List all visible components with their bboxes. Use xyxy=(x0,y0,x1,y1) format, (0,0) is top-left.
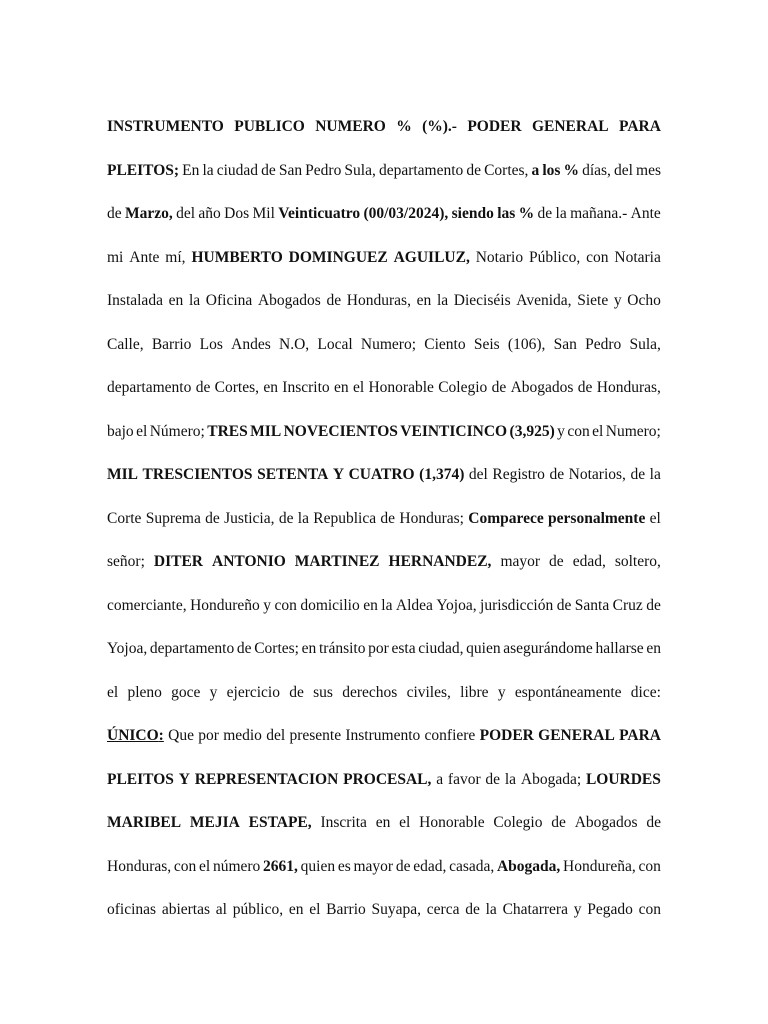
text-word: hallarse xyxy=(595,640,644,657)
text-word: Local xyxy=(317,335,353,353)
document-line xyxy=(107,111,661,155)
text-word: el xyxy=(649,509,661,527)
text-word: en xyxy=(333,379,349,396)
text-word: en xyxy=(646,640,661,657)
text-word: de xyxy=(205,509,220,527)
text-word: Seis xyxy=(473,335,500,353)
document-line xyxy=(107,546,661,590)
text-word: Honduras, xyxy=(107,857,172,875)
text-word: Marzo, xyxy=(125,205,173,222)
text-word: Abogada; xyxy=(520,770,582,788)
text-word: la xyxy=(202,161,214,179)
text-word: % xyxy=(518,205,535,222)
text-word: Yojoa, xyxy=(436,596,477,614)
text-word: Yojoa, xyxy=(107,640,148,657)
text-word: esta xyxy=(391,640,416,657)
text-word: DOMINGUEZ xyxy=(288,248,388,266)
text-word: las xyxy=(497,205,516,222)
text-word: (00/03/2024), xyxy=(363,205,449,222)
document-line xyxy=(107,807,661,851)
text-word: por xyxy=(198,727,219,744)
text-word: en xyxy=(375,814,391,831)
text-word: Número; xyxy=(149,422,205,440)
text-word: Chatarrera xyxy=(502,901,568,918)
text-word: Pegado xyxy=(587,901,633,918)
text-word: Ocho xyxy=(627,292,661,309)
text-word: Ante xyxy=(129,248,160,266)
text-word: 2661, xyxy=(263,857,298,875)
text-word: Pedro xyxy=(305,161,342,179)
text-word: al xyxy=(215,901,227,918)
text-word: civiles, xyxy=(406,683,451,701)
text-word: Oficina xyxy=(205,292,253,309)
text-word: LOURDES xyxy=(585,770,661,788)
text-word: Mil xyxy=(252,205,275,222)
text-word: mayor xyxy=(500,553,541,570)
text-word: del xyxy=(614,161,633,179)
text-word: el xyxy=(352,379,365,396)
text-word: de xyxy=(646,596,661,614)
text-word: la xyxy=(436,292,449,309)
text-word: número xyxy=(212,857,261,875)
text-word: la xyxy=(649,466,661,483)
text-word: de xyxy=(465,901,480,918)
text-word: ciudad xyxy=(216,161,259,179)
text-word: pleno xyxy=(127,683,162,701)
text-word: Cortes, xyxy=(214,379,259,396)
text-word: SETENTA xyxy=(257,466,329,483)
text-word: MARTINEZ xyxy=(294,553,380,570)
text-word: de xyxy=(466,161,482,179)
document-line xyxy=(107,329,661,373)
text-word: del xyxy=(266,727,286,744)
text-word: y xyxy=(209,683,218,701)
text-word: tránsito xyxy=(318,640,366,657)
text-word: es xyxy=(337,857,351,875)
text-word: Honorable xyxy=(368,379,434,396)
document-body xyxy=(107,111,661,938)
text-word: de xyxy=(485,770,501,788)
text-word: edad, xyxy=(413,857,447,875)
text-word: de xyxy=(646,814,661,831)
text-word: Ante xyxy=(630,205,661,222)
text-word: a xyxy=(531,161,540,179)
text-word: presente xyxy=(289,727,342,744)
text-word: de xyxy=(261,161,276,179)
text-word: Inscrita xyxy=(320,814,367,831)
text-word: Honduras, xyxy=(596,379,661,396)
text-word: señor; xyxy=(107,553,145,570)
text-word: la xyxy=(485,901,497,918)
text-word: MEJIA xyxy=(189,814,240,831)
text-word: Abogados xyxy=(510,379,574,396)
text-word: la xyxy=(188,292,201,309)
text-word: AGUILUZ, xyxy=(393,248,470,266)
text-word: ESTAPE, xyxy=(248,814,312,831)
text-word: NUMERO xyxy=(315,118,386,135)
text-word: y xyxy=(557,422,565,440)
text-word: de xyxy=(236,640,252,657)
text-word: cerca xyxy=(426,901,460,918)
text-word: DITER xyxy=(153,553,203,570)
text-word: Notaria xyxy=(614,248,661,266)
text-word: PLEITOS xyxy=(107,770,174,788)
document-line xyxy=(107,764,661,808)
text-word: Hondureña, xyxy=(563,857,636,875)
text-word: Colegio xyxy=(438,379,488,396)
text-word: MARIBEL xyxy=(107,814,182,831)
document-line xyxy=(107,242,661,286)
text-word: de xyxy=(551,814,566,831)
text-word: PODER xyxy=(479,727,534,744)
text-word: con xyxy=(638,901,661,918)
document-line xyxy=(107,590,661,634)
text-word: de xyxy=(195,379,211,396)
text-word: edad, xyxy=(572,553,606,570)
text-word: Registro xyxy=(492,466,545,483)
text-word: de xyxy=(549,466,565,483)
text-word: soltero, xyxy=(614,553,661,570)
text-word: PROCESAL, xyxy=(343,770,432,788)
text-word: bajo xyxy=(107,422,134,440)
text-word: REPRESENTACION xyxy=(194,770,339,788)
text-word: de xyxy=(326,292,342,309)
text-word: Notarios, xyxy=(568,466,626,483)
text-word: oficinas xyxy=(107,901,157,918)
text-word: con xyxy=(173,857,197,875)
text-word: siendo xyxy=(451,205,494,222)
text-word: N.O, xyxy=(279,335,310,353)
text-word: (106), xyxy=(507,335,546,353)
text-word: días, xyxy=(582,161,611,179)
text-word: Corte xyxy=(107,509,142,527)
text-word: GENERAL xyxy=(538,727,615,744)
text-word: de xyxy=(278,509,294,527)
text-word: HUMBERTO xyxy=(191,248,283,266)
text-word: PUBLICO xyxy=(234,118,305,135)
text-word: de xyxy=(491,379,507,396)
text-word: Que xyxy=(168,727,194,744)
text-word: Cortes, xyxy=(484,161,529,179)
text-word: con xyxy=(274,596,297,614)
text-word: en xyxy=(168,292,184,309)
text-word: Veinticuatro xyxy=(278,205,361,222)
text-word: ANTONIO xyxy=(212,553,286,570)
text-word: en xyxy=(263,379,278,396)
text-word: goce xyxy=(171,683,201,701)
text-word: y xyxy=(263,596,272,614)
text-word: Abogados xyxy=(257,292,321,309)
text-word: Colegio xyxy=(493,814,543,831)
text-word: confiere xyxy=(424,727,476,744)
text-word: de xyxy=(380,509,396,527)
text-word: (1,374) xyxy=(419,466,465,483)
text-word: (3,925) xyxy=(509,422,555,440)
document-line xyxy=(107,894,661,938)
text-word: con xyxy=(638,857,661,875)
text-word: en xyxy=(363,596,378,614)
text-word: departamento xyxy=(378,161,464,179)
text-word: el xyxy=(107,683,119,701)
text-word: GENERAL xyxy=(531,118,609,135)
text-word: el xyxy=(399,814,411,831)
document-line xyxy=(107,285,661,329)
text-word: personalmente xyxy=(548,509,646,527)
text-word: Público, xyxy=(528,248,581,266)
text-word: público, xyxy=(232,901,284,918)
text-word: HERNANDEZ, xyxy=(388,553,492,570)
text-word: ciudad, xyxy=(418,640,464,657)
text-word: Inscrito xyxy=(282,379,330,396)
text-word: MIL xyxy=(250,422,282,440)
text-word: mañana.- xyxy=(570,205,628,222)
text-word: mes xyxy=(636,161,661,179)
text-word: y xyxy=(497,683,506,701)
document-line xyxy=(107,851,661,895)
text-word: PLEITOS; xyxy=(107,161,180,179)
text-word: los xyxy=(542,161,561,179)
text-word: Calle, xyxy=(107,335,144,353)
text-word: TRESCIENTOS xyxy=(142,466,253,483)
text-word: mí, xyxy=(165,248,186,266)
text-word: Honduras; xyxy=(399,509,464,527)
text-word: en xyxy=(301,640,317,657)
text-word: Numero; xyxy=(605,422,661,440)
text-word: favor xyxy=(447,770,481,788)
text-word: del xyxy=(176,205,196,222)
text-word: comerciante, xyxy=(107,596,187,614)
text-word: asegurándome xyxy=(503,640,593,657)
text-word: de xyxy=(549,553,564,570)
text-word: (%).- xyxy=(422,118,457,135)
text-word: de xyxy=(537,205,553,222)
text-word: la xyxy=(381,596,393,614)
document-line xyxy=(107,633,661,677)
text-word: jurisdicción xyxy=(480,596,554,614)
text-word: Dieciséis xyxy=(453,292,511,309)
text-word: de xyxy=(395,857,411,875)
text-word: Sula, xyxy=(629,335,661,353)
text-word: Hondureño xyxy=(190,596,260,614)
text-word: Honorable xyxy=(419,814,485,831)
text-word: Barrio xyxy=(151,335,192,353)
text-run: , xyxy=(427,770,432,788)
text-word: año xyxy=(198,205,221,222)
text-word: Los xyxy=(199,335,223,353)
text-word: Justicia, xyxy=(224,509,275,527)
text-run: , xyxy=(294,857,298,875)
text-word: el xyxy=(592,422,604,440)
text-word: TRES xyxy=(207,422,248,440)
text-word: CUATRO xyxy=(348,466,415,483)
text-word: Santa xyxy=(574,596,610,614)
text-word: Cruz xyxy=(612,596,643,614)
text-word: En xyxy=(182,161,200,179)
document-line xyxy=(107,155,661,199)
text-word: Dos xyxy=(224,205,250,222)
text-word: la xyxy=(504,770,517,788)
text-word: con xyxy=(567,422,590,440)
text-word: medio xyxy=(223,727,262,744)
text-word: con xyxy=(586,248,609,266)
text-word: departamento xyxy=(149,640,235,657)
text-word: Sula, xyxy=(344,161,376,179)
text-word: derechos xyxy=(342,683,398,701)
text-word: de xyxy=(577,379,593,396)
text-word: Numero; xyxy=(360,335,417,353)
text-word: quien xyxy=(300,857,336,875)
text-word: departamento xyxy=(107,379,192,396)
text-word: Avenida, xyxy=(516,292,572,309)
text-word: NOVECIENTOS xyxy=(283,422,398,440)
text-word: a xyxy=(436,770,444,788)
text-word: San xyxy=(278,161,303,179)
text-word: Instalada xyxy=(107,292,163,309)
text-word: San xyxy=(553,335,577,353)
text-word: PARA xyxy=(619,727,661,744)
text-word: Republica xyxy=(313,509,377,527)
text-word: en xyxy=(416,292,432,309)
document-line xyxy=(107,416,661,460)
document-line xyxy=(107,720,661,764)
text-word: la xyxy=(555,205,567,222)
text-word: el xyxy=(136,422,148,440)
text-word: Aldea xyxy=(395,596,433,614)
text-word: Abogados xyxy=(574,814,638,831)
text-word: mi xyxy=(107,248,124,266)
text-word: Honduras, xyxy=(346,292,411,309)
text-word: Barrio xyxy=(326,901,366,918)
text-word: % xyxy=(563,161,580,179)
text-word: Suyapa, xyxy=(371,901,422,918)
text-word: de xyxy=(630,466,646,483)
text-word: y xyxy=(613,292,622,309)
text-word: PARA xyxy=(619,118,661,135)
document-line xyxy=(107,372,661,416)
text-word: Ciento xyxy=(424,335,466,353)
text-word: Comparece xyxy=(468,509,544,527)
text-word: ejercicio xyxy=(226,683,280,701)
text-word: domicilio xyxy=(300,596,360,614)
text-run: , xyxy=(556,857,561,875)
text-word: Cortes; xyxy=(254,640,299,657)
text-word: de xyxy=(107,205,122,222)
text-word: PODER xyxy=(467,118,522,135)
text-word: Notario xyxy=(475,248,524,266)
text-word: VEINTICINCO xyxy=(400,422,508,440)
text-word: ÚNICO: xyxy=(107,727,164,744)
text-word: quien xyxy=(466,640,501,657)
text-word: el xyxy=(309,901,321,918)
text-word: Andes xyxy=(231,335,271,353)
text-word: espontáneamente xyxy=(514,683,622,701)
document-line xyxy=(107,459,661,503)
text-word: del xyxy=(468,466,488,483)
text-word: Y xyxy=(178,770,190,788)
text-word: Pedro xyxy=(585,335,622,353)
document-line xyxy=(107,198,661,242)
text-word: la xyxy=(297,509,309,527)
text-word: Suprema xyxy=(145,509,201,527)
text-word: sus xyxy=(313,683,333,701)
text-word: mayor xyxy=(353,857,394,875)
document-line xyxy=(107,677,661,721)
text-word: % xyxy=(396,118,412,135)
text-word: el xyxy=(199,857,211,875)
text-run: , xyxy=(465,248,470,266)
text-word: dice: xyxy=(630,683,661,701)
text-word: abiertas xyxy=(161,901,211,918)
text-word: de xyxy=(289,683,304,701)
text-word: y xyxy=(573,901,582,918)
text-run: : xyxy=(158,727,164,744)
text-word: en xyxy=(288,901,304,918)
document-line xyxy=(107,503,661,547)
text-word: Y xyxy=(332,466,345,483)
text-word: casada, xyxy=(449,857,495,875)
text-word: MIL xyxy=(107,466,138,483)
text-word: Abogada, xyxy=(496,857,561,875)
text-word: libre xyxy=(460,683,489,701)
text-word: por xyxy=(368,640,389,657)
text-word: Siete xyxy=(577,292,609,309)
text-word: Instrumento xyxy=(345,727,421,744)
text-word: INSTRUMENTO xyxy=(107,118,224,135)
text-word: de xyxy=(556,596,572,614)
